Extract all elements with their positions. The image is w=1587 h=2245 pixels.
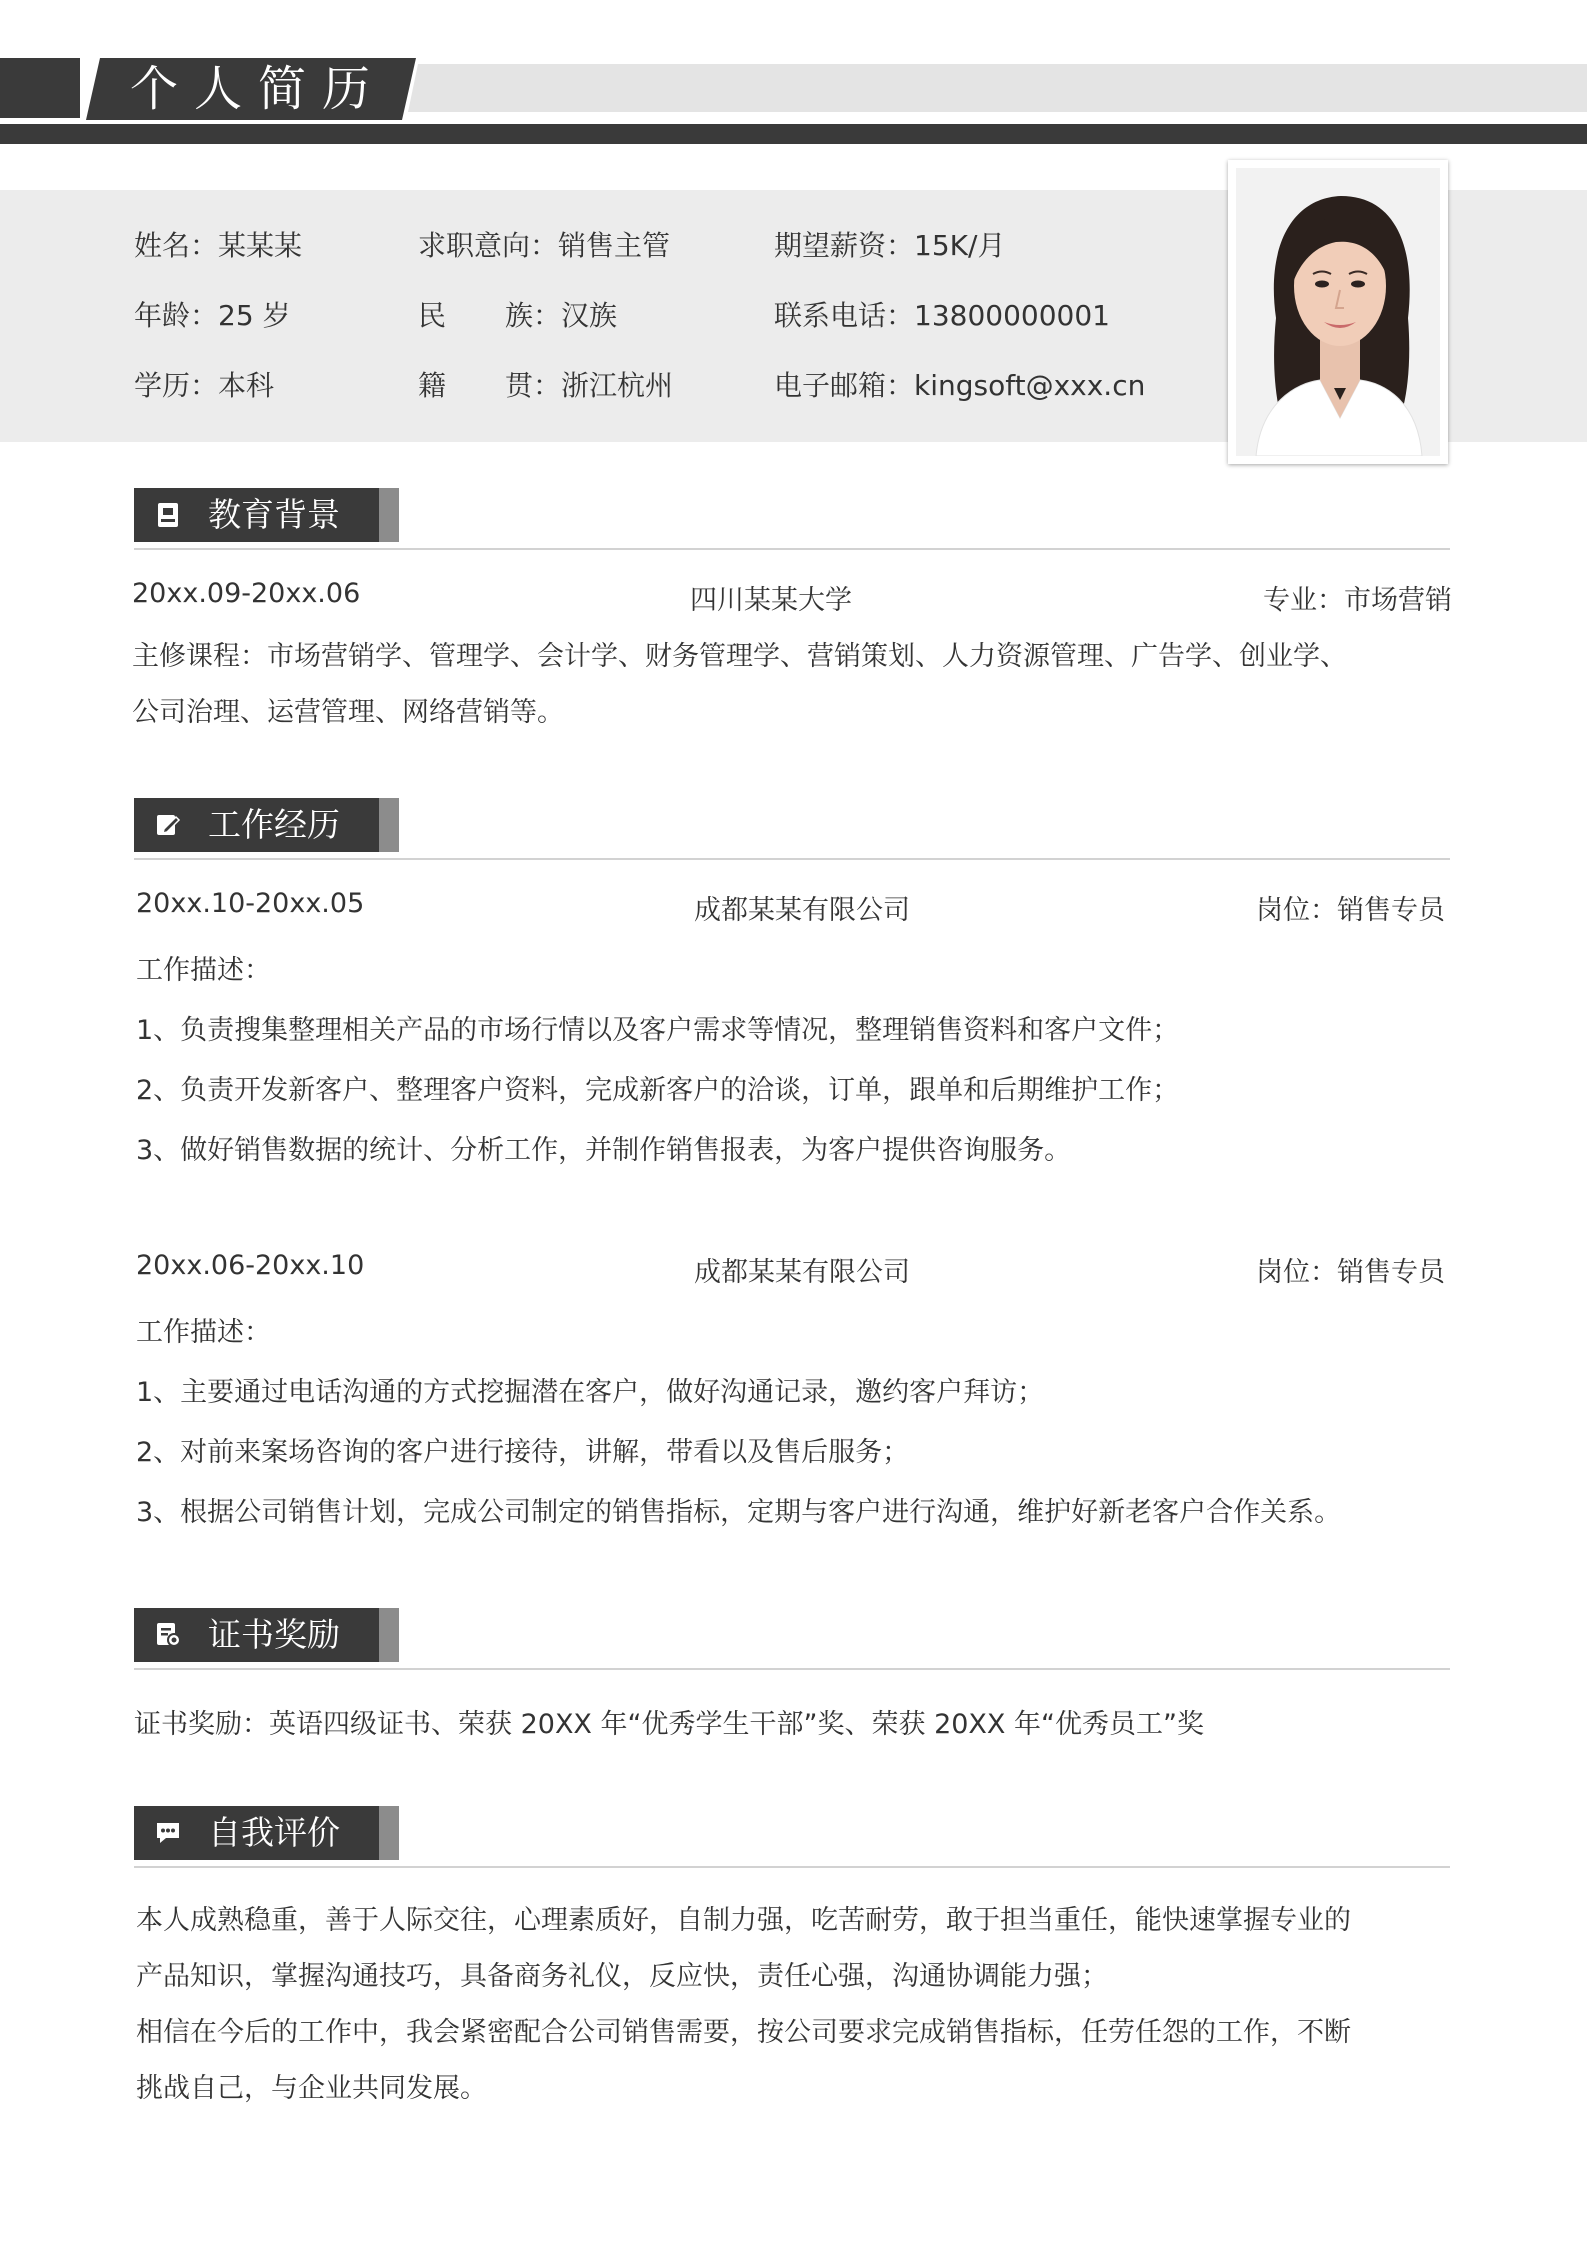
info-phone: 联系电话：13800000001 (774, 299, 1110, 332)
info-ethnic: 民 族：汉族 (418, 299, 618, 332)
header-gray-bar (408, 64, 1587, 112)
section-title: 工作经历 (208, 805, 340, 844)
job-duty: 3、根据公司销售计划，完成公司制定的销售指标，定期与客户进行沟通，维护好新老客户合作关系。 (136, 1497, 1342, 1528)
section-divider (134, 858, 1450, 860)
portrait-image (1236, 168, 1440, 456)
job-duty: 3、做好销售数据的统计、分析工作，并制作销售报表，为客户提供咨询服务。 (136, 1135, 1072, 1166)
section-work-header (134, 798, 379, 852)
chat-icon (154, 1819, 182, 1847)
book-icon (154, 501, 182, 529)
section-divider (134, 1866, 1450, 1868)
info-age: 年龄：25 岁 (134, 299, 291, 332)
job-desc-label: 工作描述： (136, 955, 271, 986)
header-left-block (0, 58, 80, 118)
job-position: 岗位：销售专员 (1256, 1257, 1445, 1288)
job-position: 岗位：销售专员 (1256, 895, 1445, 926)
job-company: 成都某某有限公司 (694, 895, 910, 926)
section-divider (134, 548, 1450, 550)
section-title: 自我评价 (208, 1813, 340, 1852)
education-courses-line-1: 主修课程：市场营销学、管理学、会计学、财务管理学、营销策划、人力资源管理、广告学、创业学、 (132, 641, 1347, 672)
job-desc-label: 工作描述： (136, 1317, 271, 1348)
certificate-icon (154, 1621, 182, 1649)
edit-icon (154, 811, 182, 839)
job-duty: 2、对前来案场咨询的客户进行接待，讲解，带看以及售后服务； (136, 1437, 910, 1468)
section-education-header (134, 488, 379, 542)
job-company: 成都某某有限公司 (694, 1257, 910, 1288)
self-eval-line: 产品知识，掌握沟通技巧，具备商务礼仪，反应快，责任心强，沟通协调能力强； (136, 1961, 1108, 1992)
section-self-eval-header (134, 1806, 379, 1860)
profile-photo (1228, 160, 1448, 464)
education-school: 四川某某大学 (690, 585, 852, 616)
info-intent: 求职意向：销售主管 (418, 229, 671, 262)
self-eval-line: 本人成熟稳重，善于人际交往，心理素质好，自制力强，吃苦耐劳，敢于担当重任，能快速掌握专业的 (136, 1905, 1351, 1936)
job-period: 20xx.10-20xx.05 (136, 888, 365, 919)
section-certificates-header (134, 1608, 379, 1662)
info-salary: 期望薪资：15K/月 (774, 229, 1006, 262)
self-eval-line: 相信在今后的工作中，我会紧密配合公司销售需要，按公司要求完成销售指标，任劳任怨的工作，不断 (136, 2017, 1351, 2048)
self-eval-line: 挑战自己，与企业共同发展。 (136, 2073, 487, 2104)
job-duty: 1、负责搜集整理相关产品的市场行情以及客户需求等情况，整理销售资料和客户文件； (136, 1015, 1180, 1046)
certificates-text: 证书奖励：英语四级证书、荣获 20XX 年“优秀学生干部”奖、荣获 20XX 年“优秀员工”奖 (134, 1709, 1204, 1740)
header-divider (0, 124, 1587, 144)
job-period: 20xx.06-20xx.10 (136, 1250, 365, 1281)
section-title: 证书奖励 (208, 1615, 340, 1654)
job-duty: 2、负责开发新客户、整理客户资料，完成新客户的洽谈，订单，跟单和后期维护工作； (136, 1075, 1180, 1106)
info-email: 电子邮箱：kingsoft@xxx.cn (774, 369, 1146, 402)
education-period: 20xx.09-20xx.06 (132, 578, 361, 609)
job-duty: 1、主要通过电话沟通的方式挖掘潜在客户，做好沟通记录，邀约客户拜访； (136, 1377, 1045, 1408)
section-divider (134, 1668, 1450, 1670)
info-name: 姓名：某某某 (134, 229, 303, 262)
education-courses-line-2: 公司治理、运营管理、网络营销等。 (132, 697, 564, 728)
info-origin: 籍 贯：浙江杭州 (418, 369, 674, 402)
section-title: 教育背景 (208, 495, 340, 534)
info-education: 学历：本科 (134, 369, 275, 402)
page-title: 个人简历 (130, 61, 387, 117)
education-major: 专业：市场营销 (1263, 585, 1452, 616)
